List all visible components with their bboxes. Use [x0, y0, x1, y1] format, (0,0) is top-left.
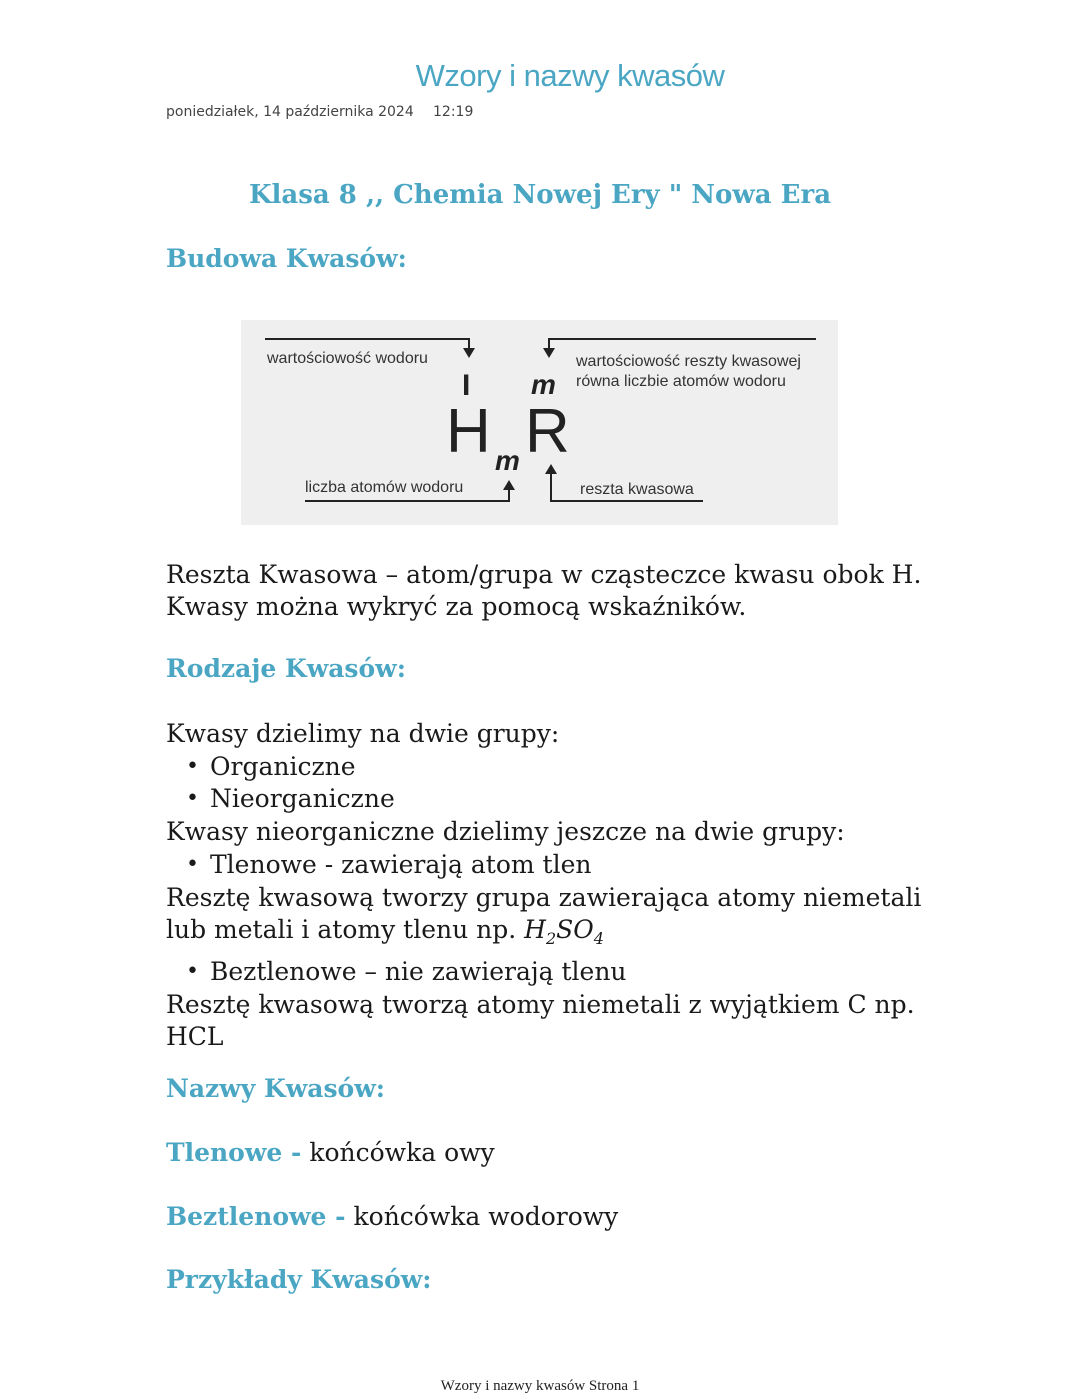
m-superscript: m	[531, 369, 556, 400]
definition-line-1: Reszta Kwasowa – atom/grupa w cząsteczce kwasu obok H.	[166, 560, 922, 589]
inorganic-intro: Kwasy nieorganiczne dzielimy jeszcze na dwie grupy:	[166, 817, 845, 847]
page-footer: Wzory i nazwy kwasów Strona 1	[440, 1378, 640, 1394]
formula-part-so: SO	[556, 915, 594, 945]
oxy-desc-line-1: Resztę kwasową tworzy grupa zawierająca atomy niemetali	[166, 882, 922, 912]
nonoxy-bullet: Beztlenowe – nie zawierają tlenu	[210, 956, 627, 986]
label-residue-valence-2: równa liczbie atomów wodoru	[576, 373, 786, 390]
heading-budowa: Budowa Kwasów:	[166, 244, 407, 273]
definition-line-2: Kwasy można wykryć za pomocą wskaźników.	[166, 592, 747, 621]
naming-oxy-label: Tlenowe -	[166, 1138, 302, 1167]
symbol-r: R	[525, 397, 570, 466]
label-residue-valence-1: wartościowość reszty kwasowej	[576, 353, 801, 370]
acid-types	[166, 718, 921, 1054]
symbol-h: H	[446, 397, 491, 466]
types-intro: Kwasy dzielimy na dwie grupy:	[166, 719, 560, 748]
formula-sub-4: 4	[593, 929, 604, 949]
roman-valence: I	[462, 369, 471, 402]
page-date: poniedziałek, 14 października 2024	[166, 104, 414, 120]
label-hydrogen-valence: wartościowość wodoru	[267, 350, 428, 367]
page-title: Wzory i nazwy kwasów	[415, 58, 725, 93]
oxy-bullet: Tlenowe - zawierają atom tlen	[210, 849, 592, 879]
heading-nazwy: Nazwy Kwasów:	[166, 1074, 385, 1103]
list-item: • Nieorganiczne	[186, 784, 395, 814]
heading-przyklady: Przykłady Kwasów:	[166, 1265, 432, 1294]
heading-rodzaje: Rodzaje Kwasów:	[166, 654, 406, 683]
nonoxy-desc-line-1: Resztę kwasową tworzą atomy niemetali z wyjątkiem C np.	[166, 989, 915, 1019]
naming-oxy	[166, 1137, 495, 1169]
list-item: • Beztlenowe – nie zawierają tlenu	[186, 956, 627, 986]
label-acid-residue: reszta kwasowa	[580, 481, 694, 498]
naming-oxy-text: końcówka owy	[309, 1138, 495, 1167]
naming-nonoxy	[166, 1201, 618, 1233]
group-organic: Organiczne	[210, 751, 356, 781]
formula-h2so4	[524, 915, 604, 949]
page-time: 12:19	[433, 104, 474, 120]
naming-nonoxy-text: końcówka wodorowy	[353, 1202, 619, 1231]
acid-structure-diagram	[241, 320, 838, 525]
oxy-desc-text: lub metali i atomy tlenu np.	[166, 915, 517, 945]
list-item: • Tlenowe - zawierają atom tlen	[186, 849, 592, 879]
oxy-desc-line-2	[166, 914, 921, 956]
formula-part-h: H	[524, 915, 546, 945]
naming-nonoxy-label: Beztlenowe -	[166, 1202, 346, 1231]
definition	[166, 559, 921, 623]
m-subscript: m	[495, 445, 520, 476]
subtitle: Klasa 8 ,, Chemia Nowej Ery " Nowa Era	[248, 180, 832, 210]
list-item: • Organiczne	[186, 751, 356, 781]
formula-sub-2: 2	[545, 929, 557, 949]
nonoxy-desc-line-2: HCL	[166, 1022, 224, 1052]
group-inorganic: Nieorganiczne	[210, 784, 395, 814]
label-hydrogen-count: liczba atomów wodoru	[305, 479, 464, 496]
